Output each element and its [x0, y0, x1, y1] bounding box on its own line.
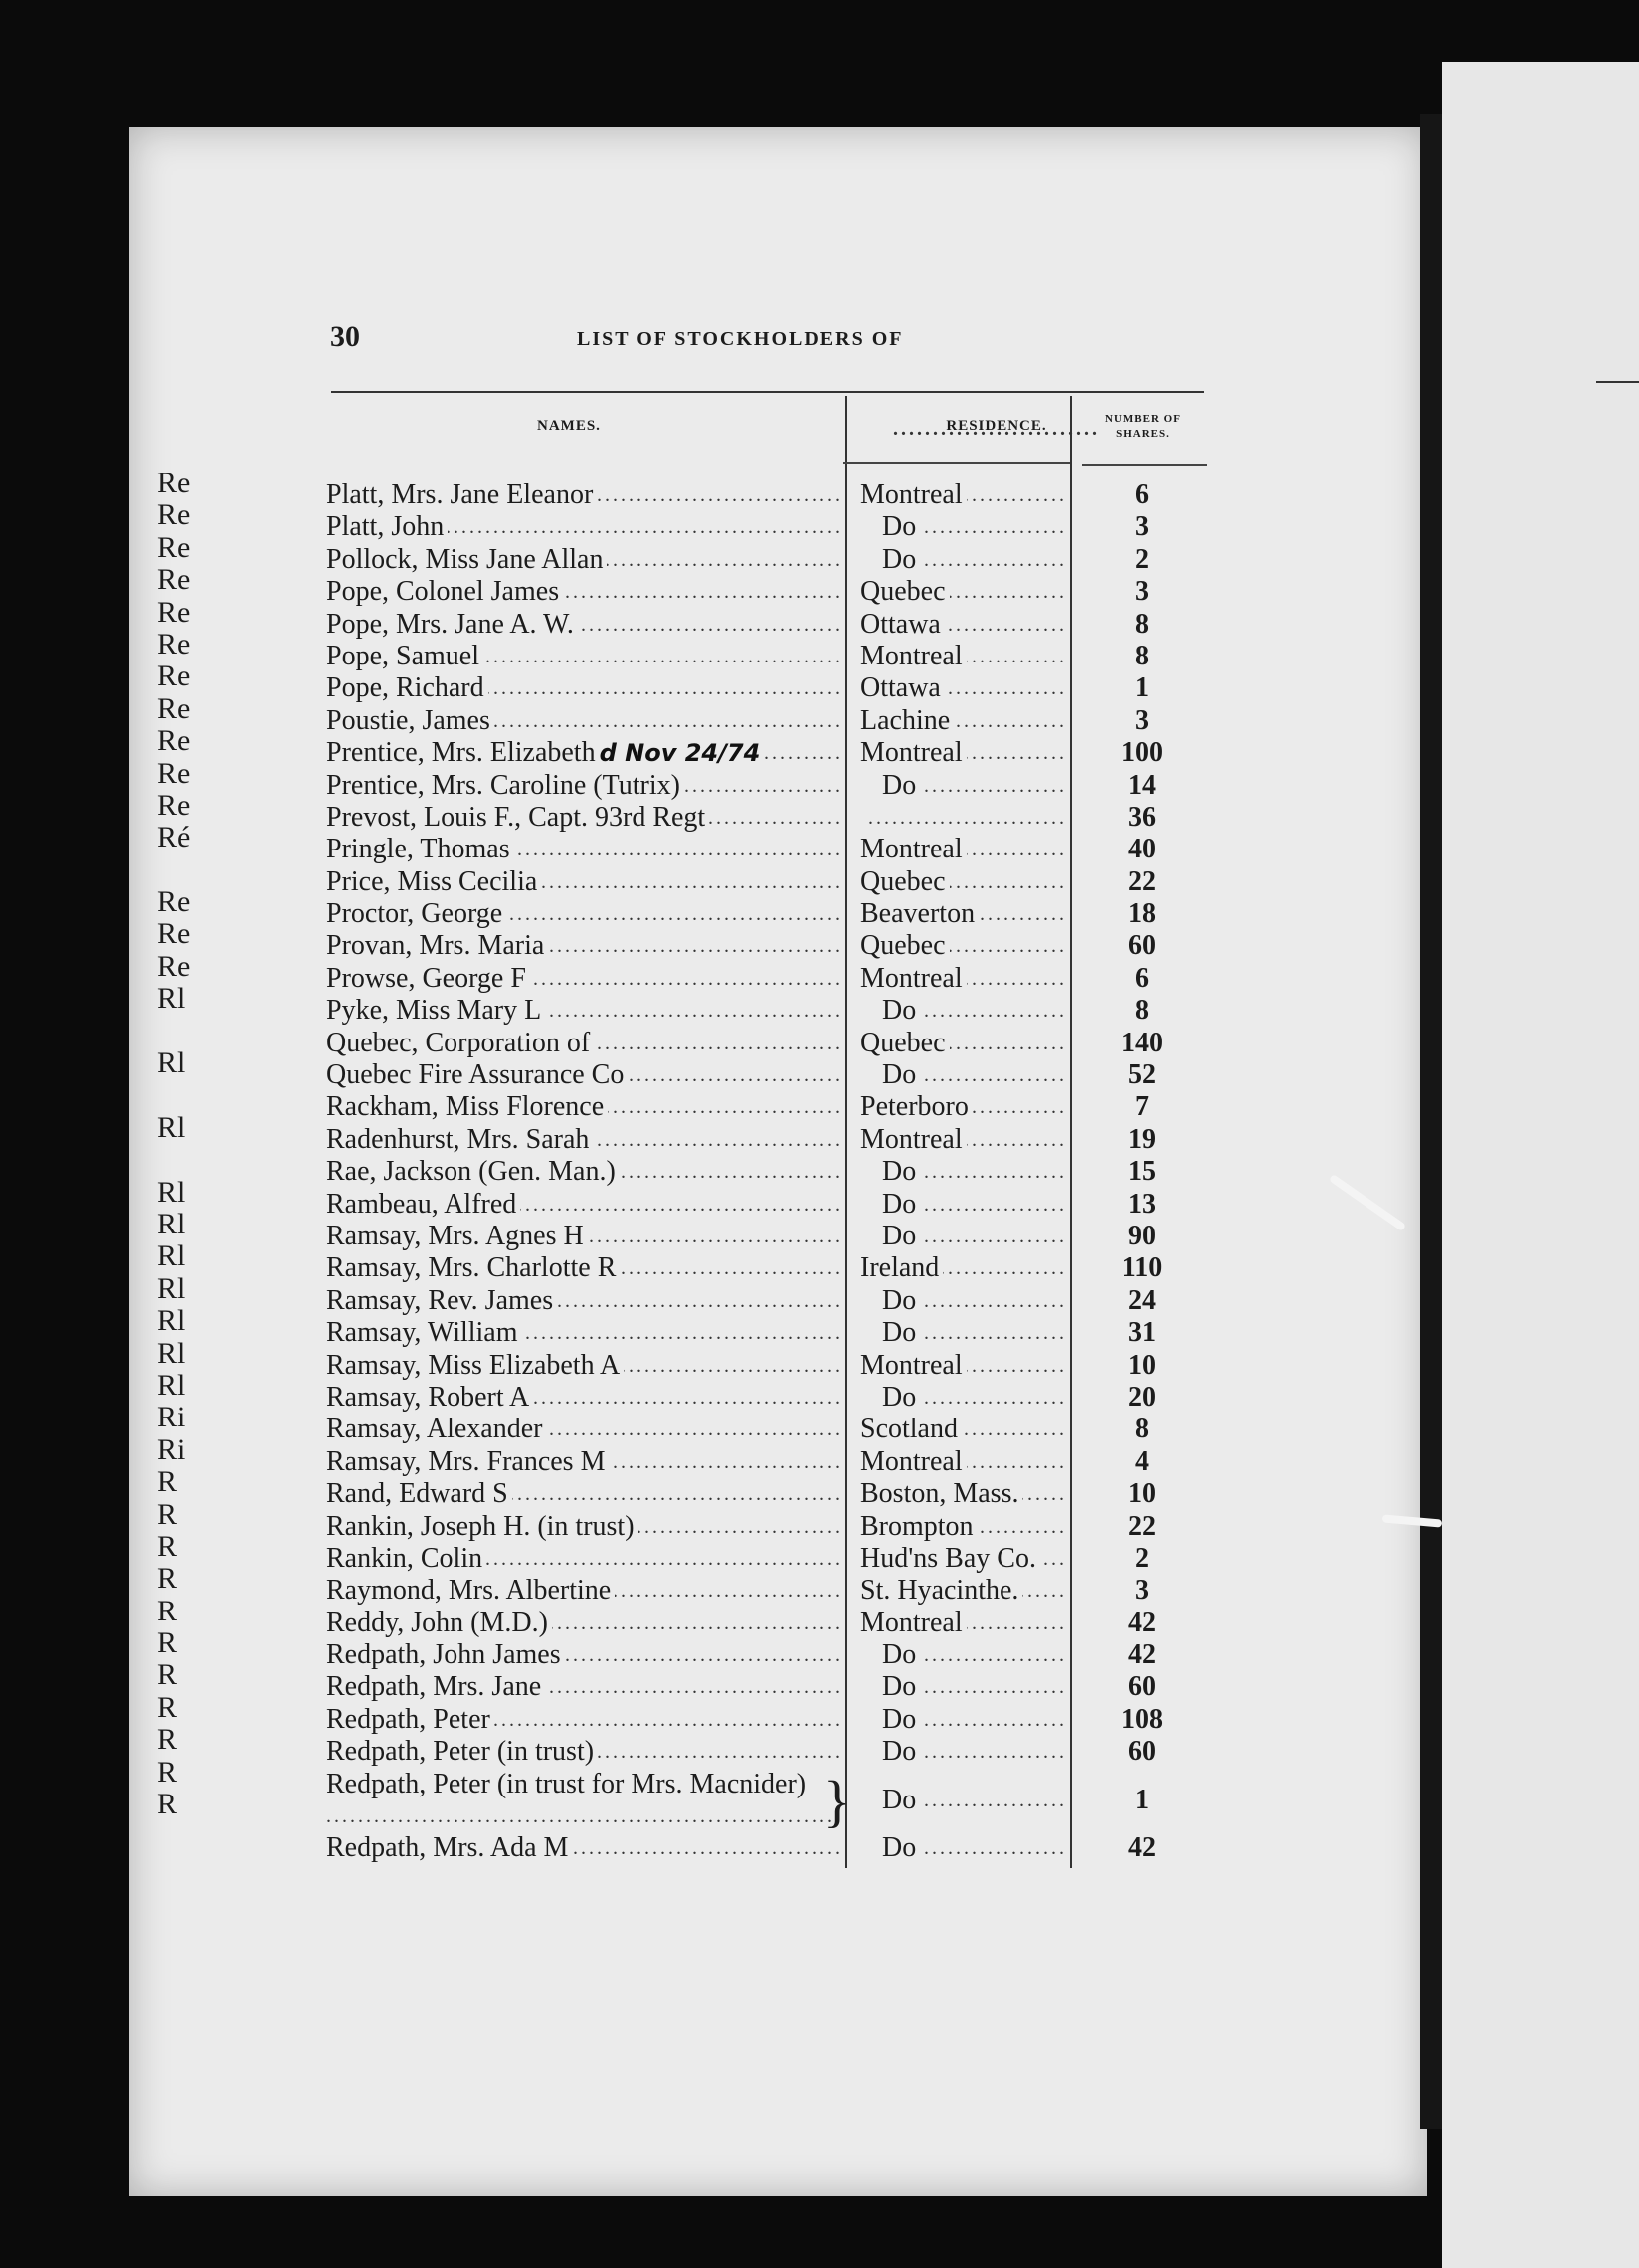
adjacent-page-fragment: Ré — [157, 821, 191, 854]
residence-cell: St. Hyacinthe. ..... — [860, 1575, 1067, 1606]
shares-cell: 15 — [1128, 1156, 1156, 1188]
residence-cell: Do ..... — [860, 544, 1067, 576]
shares-cell: 108 — [1121, 1703, 1163, 1735]
shares-cell: 1 — [1135, 1784, 1149, 1815]
stockholder-name: Rae, Jackson (Gen. Man.) ..... — [326, 1156, 843, 1188]
table-row — [326, 544, 1211, 576]
shares-cell: 8 — [1135, 640, 1149, 671]
residence-cell: Brompton ..... — [860, 1511, 1067, 1543]
adjacent-page-fragment: Re — [157, 885, 191, 919]
residence-cell: Quebec ..... — [860, 1028, 1067, 1059]
table-row — [326, 1543, 1211, 1575]
table-row — [326, 1832, 1211, 1864]
stockholder-name: Provan, Mrs. Maria ..... — [326, 930, 843, 962]
stockholder-name: Poustie, James ..... — [326, 705, 843, 737]
shares-cell: 1 — [1135, 672, 1149, 704]
adjacent-page-fragment: Re — [157, 691, 191, 725]
table-row — [326, 1736, 1211, 1768]
column-header-names: NAMES. — [537, 418, 601, 434]
stockholder-name: Prentice, Mrs. Elizabeth d Nov 24/74 ..... — [326, 737, 843, 769]
adjacent-page-fragment: Ri — [157, 1401, 186, 1434]
stockholder-name: Ramsay, Alexander ..... — [326, 1414, 843, 1445]
column-header-residence: RESIDENCE. ..... — [893, 418, 1100, 435]
residence-cell: Do ..... — [860, 1285, 1067, 1317]
shares-cell: 6 — [1135, 962, 1149, 994]
shares-header-rule — [1082, 464, 1207, 466]
stockholder-name: Redpath, Peter (in trust) ..... — [326, 1736, 843, 1768]
stockholder-name: Pope, Richard ..... — [326, 672, 843, 704]
adjacent-page-fragment: R — [157, 1626, 178, 1660]
adjacent-page-fragment: Rl — [157, 982, 186, 1016]
shares-cell: 18 — [1128, 898, 1156, 930]
residence-cell: Do ..... — [860, 1221, 1067, 1252]
adjacent-page-fragment: Rl — [157, 1368, 186, 1402]
stockholder-name: Rankin, Joseph H. (in trust) ..... — [326, 1511, 843, 1543]
residence-cell — [860, 802, 1067, 834]
residence-cell: Beaverton ..... — [860, 898, 1067, 930]
residence-cell: Scotland ..... — [860, 1414, 1067, 1445]
stockholder-name: Proctor, George ..... — [326, 898, 843, 930]
table-row — [326, 705, 1211, 737]
shares-cell: 22 — [1128, 865, 1156, 897]
table-row — [326, 479, 1211, 511]
residence-cell: Boston, Mass. ..... — [860, 1478, 1067, 1510]
shares-cell: 7 — [1135, 1091, 1149, 1123]
shares-cell: 42 — [1128, 1606, 1156, 1638]
shares-cell: 100 — [1121, 737, 1163, 769]
residence-cell: Do ..... — [860, 1059, 1067, 1091]
residence-cell: Montreal ..... — [860, 1124, 1067, 1156]
adjacent-page-fragment: Rl — [157, 1239, 186, 1273]
adjacent-page-fragment: R — [157, 1562, 178, 1596]
adjacent-page-fragment: Rl — [157, 1175, 186, 1209]
stockholder-name: Ramsay, Mrs. Charlotte R ..... — [326, 1252, 843, 1284]
residence-cell: Do ..... — [860, 1736, 1067, 1768]
stockholder-name: Redpath, Mrs. Jane ..... — [326, 1671, 843, 1703]
residence-cell: Do ..... — [860, 1785, 1067, 1816]
shares-cell: 20 — [1128, 1381, 1156, 1413]
stockholder-name: Radenhurst, Mrs. Sarah ..... — [326, 1124, 843, 1156]
adjacent-page-fragment: Rl — [157, 1046, 186, 1080]
table-row — [326, 866, 1211, 898]
table-row — [326, 1769, 1211, 1832]
adjacent-page-fragment: Rl — [157, 1336, 186, 1370]
adjacent-page-fragment: Re — [157, 498, 191, 532]
residence-cell: Quebec ..... — [860, 930, 1067, 962]
stockholder-name: Ramsay, Robert A ..... — [326, 1382, 843, 1414]
stockholder-name: Ramsay, William ..... — [326, 1317, 843, 1349]
table-row — [326, 1478, 1211, 1510]
table-row — [326, 1059, 1211, 1091]
shares-cell: 110 — [1121, 1252, 1163, 1284]
shares-cell: 6 — [1135, 479, 1149, 510]
stockholder-name: Prowse, George F ..... — [326, 963, 843, 995]
table-row — [326, 1639, 1211, 1671]
table-row — [326, 1028, 1211, 1059]
stockholder-name: Ramsay, Rev. James ..... — [326, 1285, 843, 1317]
table-row — [326, 995, 1211, 1027]
adjacent-page-fragment: R — [157, 1755, 178, 1789]
shares-cell: 40 — [1128, 834, 1156, 865]
residence-cell: Do ..... — [860, 1382, 1067, 1414]
shares-cell: 42 — [1128, 1831, 1156, 1863]
table-row — [326, 1607, 1211, 1639]
page-title: LIST OF STOCKHOLDERS OF — [577, 328, 904, 350]
adjacent-page-fragment: R — [157, 1723, 178, 1757]
shares-cell: 3 — [1135, 511, 1149, 543]
shares-cell: 24 — [1128, 1284, 1156, 1316]
shares-cell: 3 — [1135, 1575, 1149, 1606]
adjacent-page-fragment — [157, 1079, 190, 1111]
residence-cell: Peterboro ..... — [860, 1091, 1067, 1123]
table-row — [326, 1511, 1211, 1543]
residence-cell: Montreal ..... — [860, 1446, 1067, 1478]
table-row — [326, 898, 1211, 930]
stockholder-name: Rankin, Colin ..... — [326, 1543, 843, 1575]
shares-cell: 52 — [1128, 1059, 1156, 1091]
residence-cell: Lachine ..... — [860, 705, 1067, 737]
adjacent-page-fragment: Re — [157, 563, 191, 597]
residence-cell: Montreal ..... — [860, 737, 1067, 769]
table-row — [326, 1382, 1211, 1414]
residence-cell: Montreal ..... — [860, 641, 1067, 672]
table-row — [326, 1221, 1211, 1252]
shares-cell: 10 — [1128, 1349, 1156, 1381]
stockholder-name: Redpath, Mrs. Ada M ..... — [326, 1832, 843, 1864]
residence-cell: Do ..... — [860, 1832, 1067, 1864]
residence-cell: Quebec ..... — [860, 866, 1067, 898]
residence-cell: Do ..... — [860, 1156, 1067, 1188]
table-row — [326, 1671, 1211, 1703]
stockholder-name: Pope, Colonel James ..... — [326, 576, 843, 608]
residence-cell: Montreal ..... — [860, 963, 1067, 995]
shares-cell: 3 — [1135, 576, 1149, 608]
adjacent-page-fragment: Re — [157, 949, 191, 983]
adjacent-page-fragment: R — [157, 1594, 178, 1627]
table-row — [326, 963, 1211, 995]
shares-cell: 8 — [1135, 995, 1149, 1027]
residence-cell: Montreal ..... — [860, 1607, 1067, 1639]
table-row — [326, 1414, 1211, 1445]
shares-cell: 60 — [1128, 1736, 1156, 1768]
shares-cell: 14 — [1128, 769, 1156, 801]
adjacent-page-fragment: Re — [157, 627, 191, 661]
residence-cell: Do ..... — [860, 511, 1067, 543]
stockholder-name: Pope, Mrs. Jane A. W. ..... — [326, 609, 843, 641]
table-row — [326, 1156, 1211, 1188]
table-row — [326, 609, 1211, 641]
residence-cell: Ottawa ..... — [860, 672, 1067, 704]
shares-cell: 3 — [1135, 704, 1149, 736]
residence-cell: Ireland ..... — [860, 1252, 1067, 1284]
table-row — [326, 1285, 1211, 1317]
handwritten-note: d Nov 24/74 — [599, 739, 761, 768]
stockholder-name: Ramsay, Mrs. Agnes H ..... — [326, 1221, 843, 1252]
shares-cell: 8 — [1135, 1414, 1149, 1445]
stockholder-name: Quebec Fire Assurance Co ..... — [326, 1059, 843, 1091]
adjacent-page-fragment: Re — [157, 788, 191, 822]
stockholder-name: Reddy, John (M.D.) ..... — [326, 1607, 843, 1639]
table-row — [326, 802, 1211, 834]
page-number: 30 — [330, 320, 360, 353]
residence-cell: Montreal ..... — [860, 834, 1067, 865]
shares-cell: 13 — [1128, 1188, 1156, 1220]
residence-cell: Ottawa ..... — [860, 609, 1067, 641]
table-row — [326, 672, 1211, 704]
table-row — [326, 1124, 1211, 1156]
stockholder-name: Pyke, Miss Mary L ..... — [326, 995, 843, 1027]
stockholder-name: Ramsay, Miss Elizabeth A ..... — [326, 1350, 843, 1382]
adjacent-page-fragment: Re — [157, 756, 191, 790]
adjacent-page-fragment: Re — [157, 724, 191, 758]
adjacent-page-fragment: Rl — [157, 1304, 186, 1338]
residence-header-rule — [843, 462, 1070, 464]
adjacent-page-fragment: Rl — [157, 1207, 186, 1240]
adjacent-page-fragment: Re — [157, 530, 191, 564]
adjacent-page-fragment: Re — [157, 595, 191, 629]
table-row — [326, 930, 1211, 962]
adjacent-page-fragment — [157, 854, 190, 886]
stockholder-name: Pope, Samuel ..... — [326, 641, 843, 672]
table-row — [326, 1189, 1211, 1221]
stockholder-name: Prevost, Louis F., Capt. 93rd Regt ..... — [326, 802, 843, 834]
shares-cell: 60 — [1128, 1671, 1156, 1703]
shares-cell: 19 — [1128, 1123, 1156, 1155]
adjacent-page-fragment: Re — [157, 467, 191, 499]
stockholder-name: Prentice, Mrs. Caroline (Tutrix) ..... — [326, 770, 843, 802]
residence-cell: Do ..... — [860, 995, 1067, 1027]
adjacent-page-fragment: Re — [157, 917, 191, 951]
shares-cell: 8 — [1135, 608, 1149, 640]
adjacent-page-text — [157, 468, 190, 1820]
adjacent-page-fragment: Rl — [157, 1110, 186, 1144]
stockholder-name: Pringle, Thomas ..... — [326, 834, 843, 865]
adjacent-page-fragment: Re — [157, 660, 191, 693]
stockholder-name: Rand, Edward S ..... — [326, 1478, 843, 1510]
adjacent-page-fragment: Ri — [157, 1432, 186, 1466]
residence-cell: Do ..... — [860, 1704, 1067, 1736]
adjacent-page-fragment: R — [157, 1529, 178, 1563]
residence-cell: Hud'ns Bay Co. ..... — [860, 1543, 1067, 1575]
shares-cell: 2 — [1135, 543, 1149, 575]
table-row — [326, 1575, 1211, 1606]
shares-cell: 10 — [1128, 1478, 1156, 1510]
shares-cell: 140 — [1121, 1027, 1163, 1058]
stockholder-name: Ramsay, Mrs. Frances M ..... — [326, 1446, 843, 1478]
brace-mark: } — [823, 1768, 851, 1833]
table-row — [326, 1704, 1211, 1736]
shares-cell: 31 — [1128, 1317, 1156, 1349]
stockholder-name: Redpath, Peter ..... — [326, 1704, 843, 1736]
adjacent-page-fragment — [157, 1016, 190, 1047]
adjacent-page-fragment: R — [157, 1497, 178, 1531]
column-header-shares: NUMBER OF SHARES. — [1105, 413, 1181, 440]
adjacent-page-fragment: Rl — [157, 1271, 186, 1305]
table-row — [326, 1091, 1211, 1123]
table-row — [326, 737, 1211, 769]
table-row — [326, 511, 1211, 543]
residence-cell: Do ..... — [860, 770, 1067, 802]
shares-cell: 4 — [1135, 1445, 1149, 1477]
table-row — [326, 834, 1211, 865]
adjacent-page-fragment — [157, 1144, 190, 1176]
shares-cell: 42 — [1128, 1639, 1156, 1671]
stockholder-name: Platt, John ..... — [326, 511, 843, 543]
adjacent-page-fragment: R — [157, 1690, 178, 1724]
residence-cell: Quebec ..... — [860, 576, 1067, 608]
table-row — [326, 1350, 1211, 1382]
stockholder-name: Quebec, Corporation of ..... — [326, 1028, 843, 1059]
residence-cell: Do ..... — [860, 1671, 1067, 1703]
table-row — [326, 641, 1211, 672]
shares-cell: 60 — [1128, 930, 1156, 962]
adjacent-page-rule — [1596, 381, 1639, 383]
residence-cell: Do ..... — [860, 1317, 1067, 1349]
stockholder-name: Raymond, Mrs. Albertine ..... — [326, 1575, 843, 1606]
residence-cell: Montreal ..... — [860, 479, 1067, 511]
shares-cell: 36 — [1128, 801, 1156, 833]
stockholder-name: Platt, Mrs. Jane Eleanor ..... — [326, 479, 843, 511]
residence-cell: Do ..... — [860, 1639, 1067, 1671]
header-rule — [331, 391, 1204, 393]
table-row — [326, 1317, 1211, 1349]
stockholder-name: Rambeau, Alfred ..... — [326, 1189, 843, 1221]
stockholder-name: Price, Miss Cecilia ..... — [326, 866, 843, 898]
stockholder-table — [326, 479, 1211, 1864]
stockholder-name: Redpath, Peter (in trust for Mrs. Macnider) ..... — [326, 1769, 843, 1832]
residence-cell: Montreal ..... — [860, 1350, 1067, 1382]
adjacent-page-fragment: R — [157, 1465, 178, 1499]
table-row — [326, 1446, 1211, 1478]
stockholder-name: Pollock, Miss Jane Allan ..... — [326, 544, 843, 576]
shares-cell: 22 — [1128, 1510, 1156, 1542]
binding-gutter — [1420, 114, 1442, 2129]
table-row — [326, 770, 1211, 802]
table-row — [326, 1252, 1211, 1284]
stockholder-name: Redpath, John James ..... — [326, 1639, 843, 1671]
adjacent-page-fragment: R — [157, 1658, 178, 1692]
residence-cell: Do ..... — [860, 1189, 1067, 1221]
shares-cell: 2 — [1135, 1542, 1149, 1574]
stockholder-name: Rackham, Miss Florence ..... — [326, 1091, 843, 1123]
adjacent-page-fragment: R — [157, 1788, 178, 1821]
table-row — [326, 576, 1211, 608]
adjacent-page-edge — [1442, 62, 1639, 2268]
shares-cell: 90 — [1128, 1220, 1156, 1251]
